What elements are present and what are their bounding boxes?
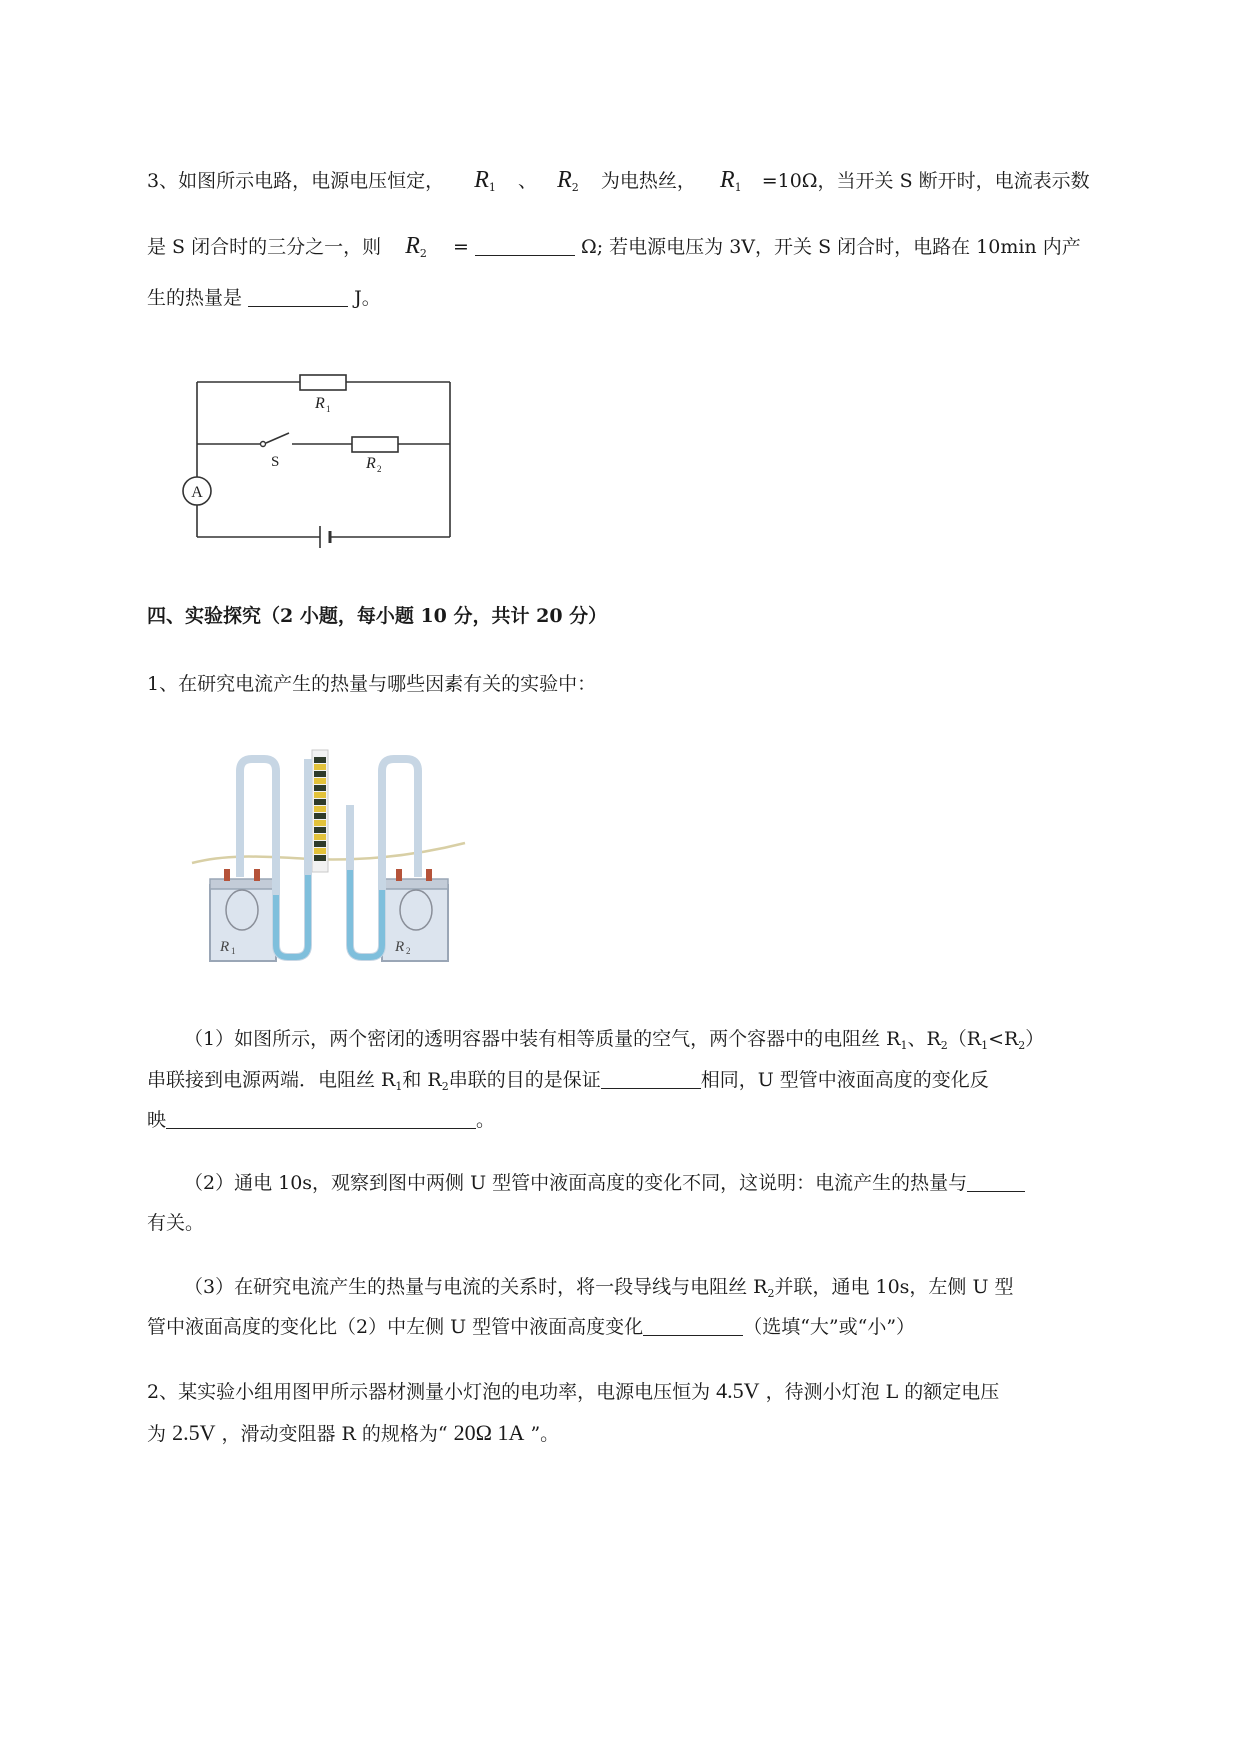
photo-r2-sub: 2 — [406, 946, 411, 956]
apparatus-photo — [190, 745, 470, 965]
answer-blank-same[interactable] — [601, 1068, 701, 1089]
e2-line-1: 2、某实验小组用图甲所示器材测量小灯泡的电功率，电源电压恒为 4.5V ，待测小灯泡 L 的额定电压 — [147, 1378, 1000, 1403]
r2-symbol-2: R — [405, 233, 420, 259]
r1-label: R — [315, 395, 325, 412]
answer-blank-reflect[interactable] — [166, 1108, 476, 1129]
answer-blank-heat[interactable] — [248, 286, 348, 307]
r1-label-sub: 1 — [326, 404, 331, 414]
answer-blank-r2[interactable] — [475, 235, 575, 256]
ammeter-label: A — [191, 484, 203, 501]
answer-blank-compare[interactable] — [643, 1315, 743, 1336]
e1-q1-line-3: 映 。 — [147, 1109, 496, 1131]
resistor-r1 — [300, 375, 346, 390]
e1-q2-line-1: （2）通电 10s，观察到图中两侧 U 型管中液面高度的变化不同，这说明：电流产生的热量与 — [184, 1169, 1025, 1197]
e1-q1-line-1: （1）如图所示，两个密闭的透明容器中装有相等质量的空气，两个容器中的电阻丝 $R_1$、$R_2(R_1<R_2)$ — [184, 1028, 1045, 1052]
photo-r2-label: R — [395, 939, 405, 955]
r2-label-sub: 2 — [377, 464, 382, 474]
e1-intro: 1、在研究电流产生的热量与哪些因素有关的实验中： — [147, 673, 597, 695]
r2-symbol: R — [557, 167, 572, 193]
photo-r1-label: R — [220, 939, 230, 955]
section-heading: 四、实验探究（2 小题，每小题 10 分，共计 20 分） — [147, 605, 608, 627]
circuit-diagram — [180, 370, 470, 560]
q3-line-1: 3、如图所示电路，电源电压恒定， $R_1$ 、 $R_2$ 为电热丝， $R_1 =10\Omega$，当开关 S 断开时，电流表示数 — [147, 167, 1090, 194]
e1-q3-line-1: （3）在研究电流产生的热量与电流的关系时，将一段导线与电阻丝 $R_2$并联，通电 10s，左侧 U 型 — [184, 1276, 1014, 1300]
resistor-r2 — [352, 437, 398, 452]
r2-label: R — [366, 455, 376, 472]
answer-blank-factor[interactable] — [967, 1171, 1025, 1192]
e2-line-2: 为 2.5V ，滑动变阻器 R 的规格为“ 20Ω 1A ”。 — [147, 1420, 560, 1445]
rated-voltage: 2.5V — [172, 1420, 216, 1445]
q3-line-3: 生的热量是 J。 — [147, 287, 381, 309]
e1-q3-line-2: 管中液面高度的变化比（2）中左侧 U 型管中液面高度变化 （选填“大”或“小”） — [147, 1316, 916, 1338]
e1-q1-line-2: 串联接到电源两端．电阻丝 $R_1$和 $R_2$串联的目的是保证 相同，U 型管中液面高度的变化反 — [147, 1069, 989, 1093]
q3-line-2: 是 S 闭合时的三分之一，则 $R_2 = \Omega$; 若电源电压为 3V，开关 S 闭合时，电路在 10min 内产 — [147, 233, 1081, 260]
supply-voltage: 4.5V — [716, 1378, 760, 1403]
switch-contact — [261, 442, 266, 447]
rheostat-spec: 20Ω 1A — [453, 1420, 525, 1445]
r1-symbol: R — [474, 167, 489, 193]
r1-symbol-2: R — [719, 167, 735, 193]
switch-label: S — [271, 454, 280, 470]
photo-r1-sub: 1 — [231, 946, 236, 956]
e1-q2-line-2: 有关。 — [147, 1212, 205, 1234]
